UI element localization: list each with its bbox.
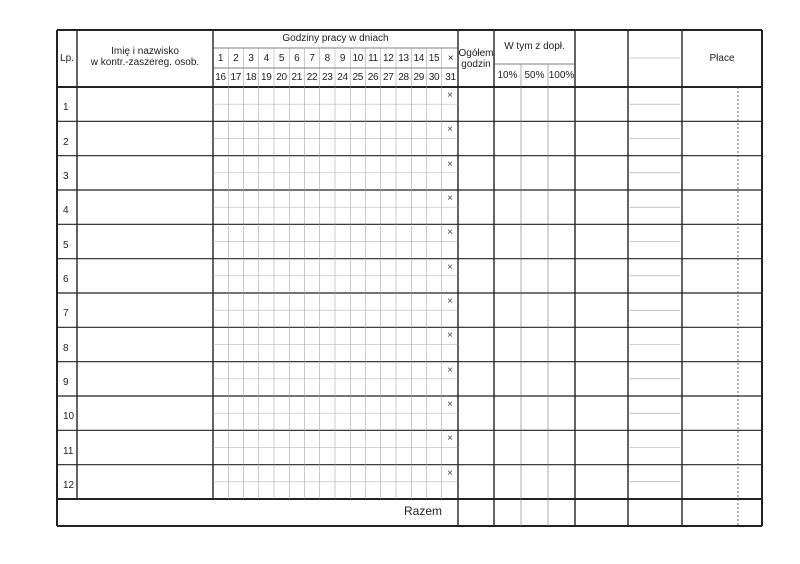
row-x-mark: × [447,158,453,170]
day-number: 26 [367,72,379,83]
row-number: 10 [63,411,75,423]
day-number: 7 [309,53,315,64]
row-number: 7 [63,308,69,320]
day-number: 27 [382,72,394,83]
day-number: 3 [248,53,254,64]
day-number: 21 [291,72,303,83]
row-number: 11 [63,445,74,457]
row-x-mark: × [447,261,453,273]
day-number: 2 [233,53,239,64]
hours-header: Godziny pracy w dniach [282,33,389,44]
day-number: 14 [413,53,425,64]
day-number: 16 [215,72,226,83]
row-number: 1 [63,102,69,114]
day-number: 15 [428,53,440,64]
row-number: 8 [63,342,69,354]
row-number: 2 [63,136,69,148]
day-number: 24 [337,72,348,83]
row-x-mark: × [447,227,453,239]
day-number: 25 [352,72,364,83]
wages-header: Płace [709,53,735,64]
day-number: 28 [398,72,409,83]
razem-label: Razem [403,504,442,518]
row-number: 9 [63,376,69,388]
day-number: 23 [321,72,333,83]
lp-header: Lp. [60,53,74,64]
day-number: 4 [263,53,269,64]
day-number: 30 [428,72,440,83]
day-number: 10 [352,53,364,64]
row-x-mark: × [447,399,453,410]
pct100-header: 100% [548,70,575,81]
row-x-mark: × [447,124,453,136]
row-x-mark: × [447,296,453,307]
row-x-mark: × [447,330,453,342]
pct50-header: 50% [524,70,545,81]
pct10-header: 10% [497,70,518,81]
row-number: 4 [63,205,69,217]
row-x-mark: × [447,90,453,101]
day-number: 9 [339,53,346,64]
row-x-mark: × [447,193,453,204]
day-number: 6 [294,53,300,64]
day-number: 19 [260,72,272,83]
day-number: 18 [245,72,257,83]
row-number: 12 [63,479,75,491]
total-header-line2: godzin [461,59,491,70]
day-number: 29 [413,72,425,83]
day-number: 8 [324,53,330,64]
day-number: 22 [306,72,318,83]
day-number: 12 [382,53,394,64]
name-header-line1: Imię i nazwisko [111,46,179,57]
day-number: 20 [276,72,287,83]
row-x-mark: × [447,433,453,445]
day-number: 11 [368,53,378,64]
total-header-line1: Ogółem [458,48,494,59]
row-number: 6 [63,273,69,285]
day-number: 1 [217,53,224,64]
day-number: 13 [398,53,409,64]
name-header-line2: w kontr.-zaszereg. osob. [90,57,200,68]
row-x-mark: × [447,467,453,479]
row-number: 3 [63,170,69,182]
day-31: 31 [445,72,456,83]
row-x-mark: × [447,364,453,376]
surcharge-header: W tym z dopł. [504,41,565,52]
day-x-mark: × [447,53,454,64]
row-number: 5 [63,239,69,251]
day-number: 17 [230,72,242,83]
day-number: 5 [278,53,285,64]
